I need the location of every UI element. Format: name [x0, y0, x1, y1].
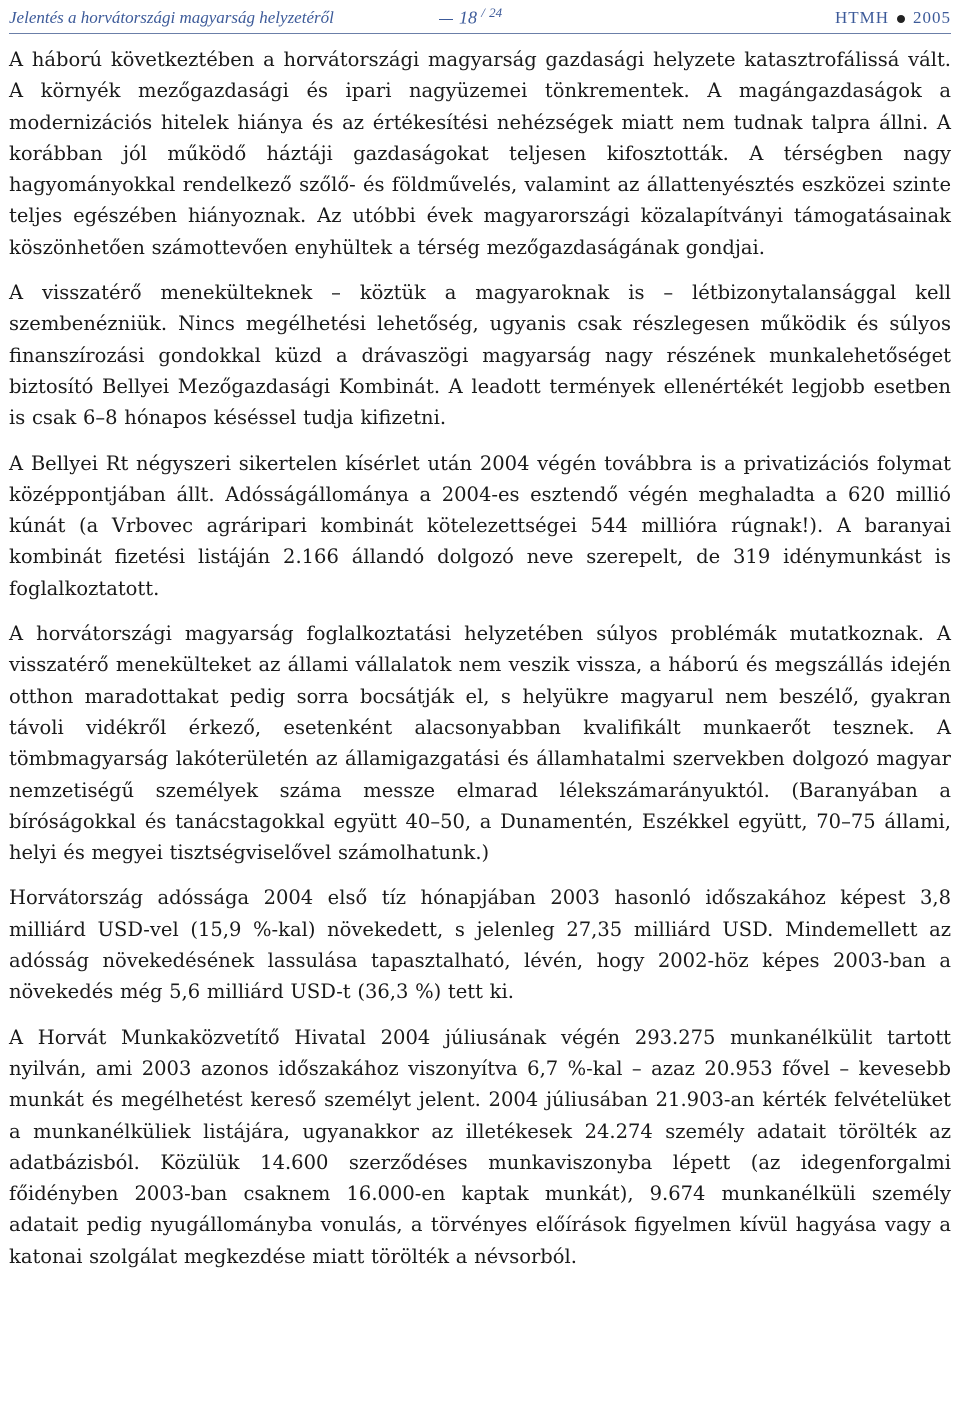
- page-number-dash: [439, 19, 453, 20]
- paragraph: A Bellyei Rt négyszeri sikertelen kísérlet után 2004 végén továbbra is a privatizációs folymat középpontjában állt. Adósságállománya a 2004-es esztendő végén meghaladta a 620 millió kúnát (a Vrbovec agráripari kombinát kötelezettségei 544 millióra rúgnak!). A baranyai kombinát fizetési listáján 2.166 állandó dolgozó neve szerepelt, de 319 idénymunkást is foglalkoztatott.: [9, 451, 951, 600]
- header-title: Jelentés a horvátországi magyarság helyzetéről: [9, 8, 334, 27]
- bullet-icon: [897, 15, 905, 23]
- document-page: [9, 0, 951, 1286]
- paragraph: A háború következtében a horvátországi magyarság gazdasági helyzete katasztrofálissá vált. A környék mezőgazdasági és ipari nagyüzemei tönkrementek. A magángazdaságok a modernizációs hitelek hiánya és az értékesítési nehézségek miatt nem tudnak talpra állni. A korábban jól működő háztáji gazdaságokat teljesen kifosztották. A térségben nagy hagyományokkal rendelkező szőlő- és földművelés, valamint az állattenyésztés eszközei szinte teljes egészében hiányoznak. Az utóbbi évek magyarországi közalapítványi támogatásainak köszönhetően számottevően enyhültek a térség mezőgazdaságának gondjai.: [9, 48, 951, 259]
- header-org: [835, 8, 951, 28]
- total-pages: 24: [489, 5, 503, 20]
- paragraph: A Horvát Munkaközvetítő Hivatal 2004 júliusának végén 293.275 munkanélkülit tartott nyilván, ami 2003 azonos időszakához viszonyítva 6,7 %-kal – azaz 20.953 fővel – kevesebb munkát és megélhetést kereső személyt jelent. 2004 júliusában 21.903-an kérték felvételüket a munkanélküliek listájára, ugyanakkor az illetékesek 24.274 személy adatait törölték az adatbázisból. Közülük 14.600 szerződéses munkaviszonyba lépett (az idegenforgalmi főidényben 2003-ban csaknem 16.000-en kaptak munkát), 9.674 munkanélküli személy adatait pedig nyugállományba vonulás, a törvényes előírások figyelmen kívül hagyása vagy a katonai szolgálat megkezdése miatt törölték a névsorból.: [9, 1025, 951, 1268]
- page-number: [439, 5, 502, 29]
- org-name: HTMH: [834, 8, 889, 27]
- document-body: [9, 44, 951, 1272]
- header-year: 2005: [913, 8, 951, 27]
- paragraph: A horvátországi magyarság foglalkoztatási helyzetében súlyos problémák mutatkoznak. A visszatérő menekülteket az állami vállalatok nem veszik vissza, a háború és megszállás idején otthon maradottakat pedig sorra bocsátják el, s helyükre magyarul nem beszélő, gyakran távoli vidékről érkező, esetenként alacsonyabban kvalifikált munkaerőt tesznek. A tömbmagyarság lakóterületén az államigazgatási és államhatalmi szervekben dolgozó magyar nemzetiségű személyek száma messze elmarad lélekszámarányuktól. (Baranyában a bíróságokkal és tanácstagokkal együtt 40–50, a Dunamentén, Eszékkel együtt, 70–75 állami, helyi és megyei tisztségviselővel számolhatunk.): [9, 622, 951, 865]
- paragraph: A visszatérő menekülteknek – köztük a magyaroknak is – létbizonytalansággal kell szembenézniük. Nincs megélhetési lehetőség, ugyanis csak részlegesen működik és súlyos finanszírozási gondokkal küzd a drávaszögi magyarság nagy részének munkalehetőséget biztosító Bellyei Mezőgazdasági Kombinát. A leadott termények ellenértékét legjobb esetben is csak 6–8 hónapos késéssel tudja kifizetni.: [9, 281, 951, 430]
- page-header: [9, 0, 951, 34]
- paragraph: Horvátország adóssága 2004 első tíz hónapjában 2003 hasonló időszakához képest 3,8 milliárd USD-vel (15,9 %-kal) növekedett, s jelenleg 27,35 milliárd USD. Mindemellett az adósság növekedésének lassulása tapasztalható, lévén, hogy 2002-höz képes 2003-ban a növekedés még 5,6 milliárd USD-t (36,3 %) tett ki.: [9, 886, 951, 1004]
- current-page: 18: [459, 7, 477, 28]
- total-pages-prefix: /: [481, 5, 485, 20]
